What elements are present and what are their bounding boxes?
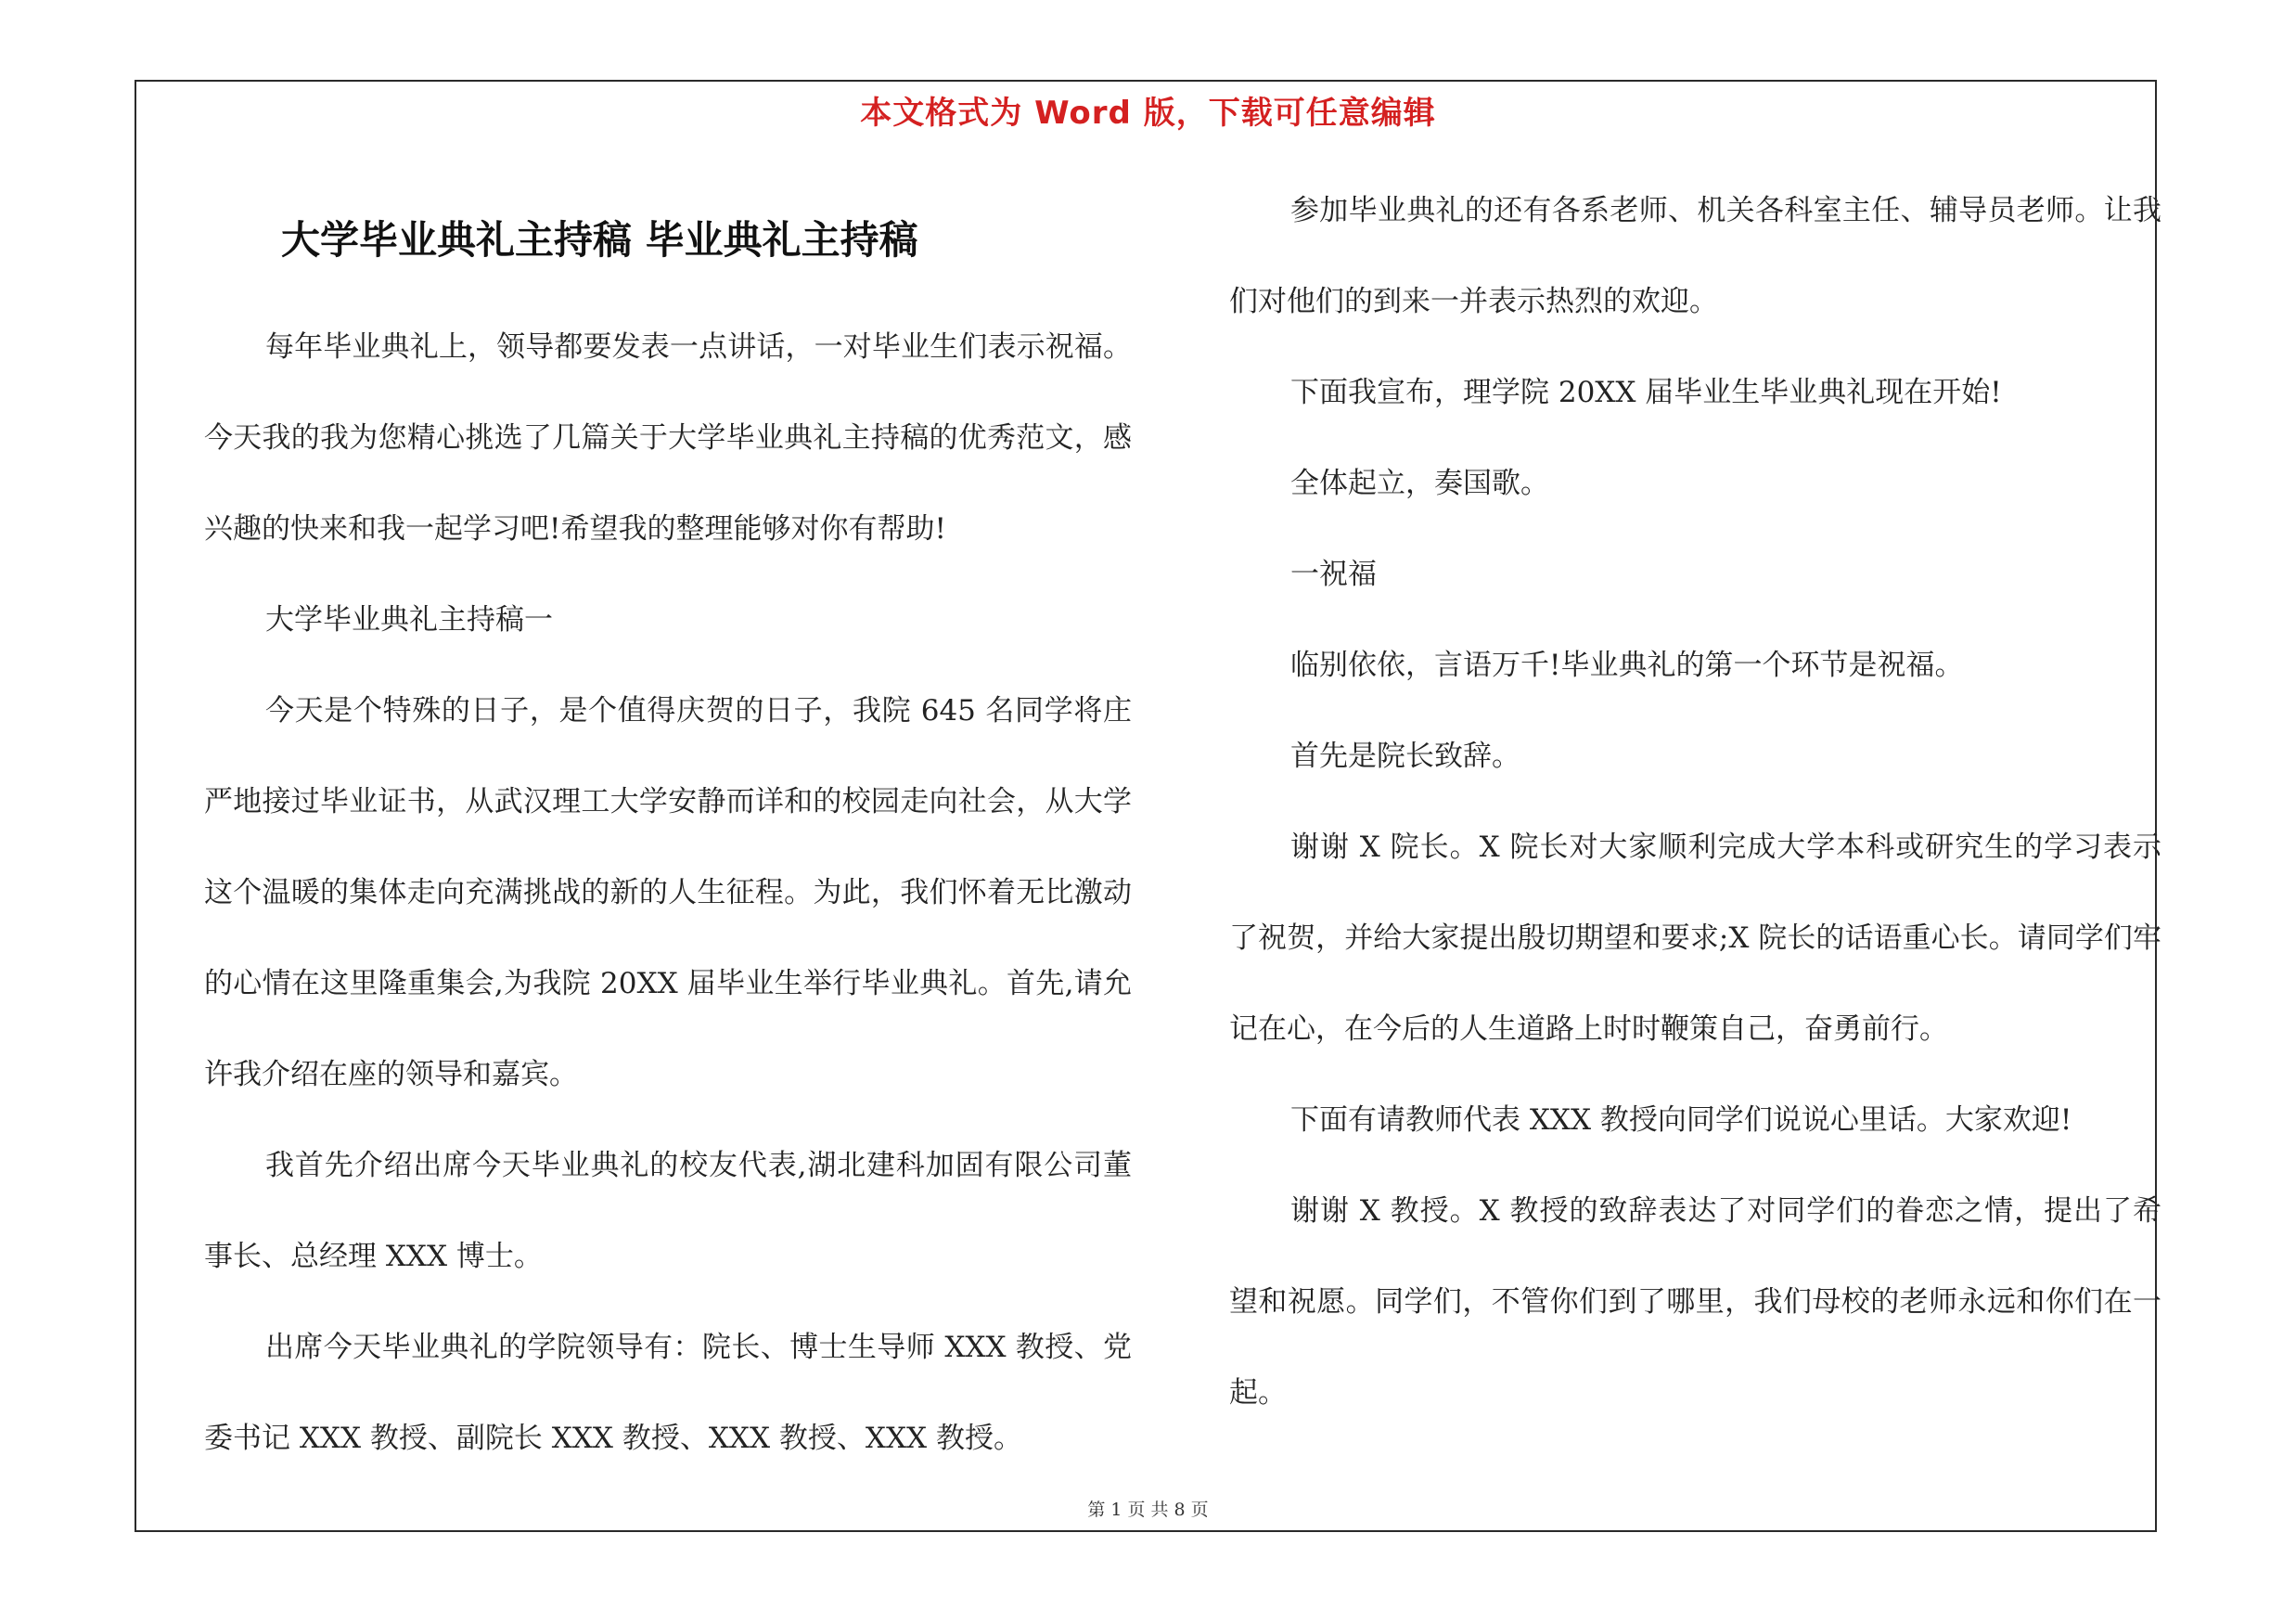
right-paragraph-6: 首先是院长致辞。 (1290, 740, 1520, 773)
left-paragraph-3: 今天是个特殊的日子，是个值得庆贺的日子，我院 645 名同学将庄严地接过毕业证书，从武汉理工大学安静而详和的校园走向社会，从大学这个温暖的集体走向充满挑战的新的人生征程。为此，我们怀着无比激动的心情在这里隆重集会,为我院 20XX 届毕业生举行毕业典礼。首先,请允许我介绍在座的领导和嘉宾。 (204, 694, 1132, 1091)
right-paragraph-5: 临别依依，言语万千!毕业典礼的第一个环节是祝福。 (1290, 649, 1964, 682)
left-paragraph-4: 我首先介绍出席今天毕业典礼的校友代表,湖北建科加固有限公司董事长、总经理 XXX 博士。 (204, 1149, 1132, 1273)
right-paragraph-1: 参加毕业典礼的还有各系老师、机关各科室主任、辅导员老师。让我们对他们的到来一并表示热烈的欢迎。 (1229, 194, 2161, 318)
right-paragraph-4: 一祝福 (1290, 558, 1377, 591)
document-title: 大学毕业典礼主持稿 毕业典礼主持稿 (281, 217, 918, 263)
left-paragraph-5: 出席今天毕业典礼的学院领导有：院长、博士生导师 XXX 教授、党委书记 XXX 教授、副院长 XXX 教授、XXX 教授、XXX 教授。 (204, 1331, 1132, 1455)
right-paragraph-7: 谢谢 X 院长。X 院长对大家顺利完成大学本科或研究生的学习表示了祝贺，并给大家提出殷切期望和要求;X 院长的话语重心长。请同学们牢记在心，在今后的人生道路上时时鞭策自己，奋勇前行。 (1229, 831, 2161, 1046)
right-paragraph-2: 下面我宣布，理学院 20XX 届毕业生毕业典礼现在开始! (1290, 376, 2002, 409)
right-paragraph-8: 下面有请教师代表 XXX 教授向同学们说说心里话。大家欢迎! (1290, 1103, 2072, 1137)
left-paragraph-2: 大学毕业典礼主持稿一 (265, 603, 553, 637)
page-number-footer: 第 1 页 共 8 页 (1087, 1500, 1209, 1520)
left-paragraph-1: 每年毕业典礼上，领导都要发表一点讲话，一对毕业生们表示祝福。今天我的我为您精心挑选了几篇关于大学毕业典礼主持稿的优秀范文，感兴趣的快来和我一起学习吧!希望我的整理能够对你有帮助! (204, 330, 1132, 546)
format-banner: 本文格式为 Word 版，下载可任意编辑 (860, 95, 1436, 132)
right-paragraph-3: 全体起立，奏国歌。 (1290, 467, 1549, 500)
right-paragraph-9: 谢谢 X 教授。X 教授的致辞表达了对同学们的眷恋之情，提出了希望和祝愿。同学们，不管你们到了哪里，我们母校的老师永远和你们在一起。 (1229, 1194, 2161, 1410)
